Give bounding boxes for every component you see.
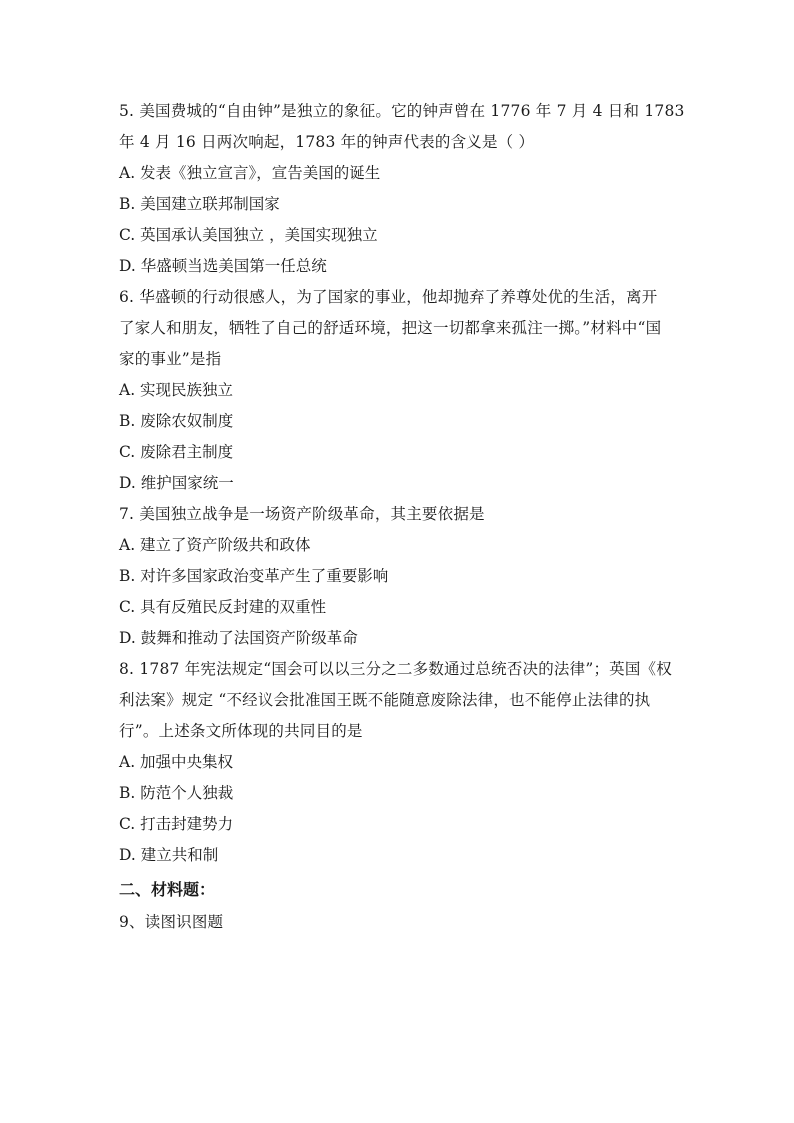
question-6-option-d: D. 维护国家统一 xyxy=(119,474,234,492)
question-7-stem-line-1: 7. 美国独立战争是一场资产阶级革命，其主要依据是 xyxy=(119,505,485,523)
question-5-option-a: A. 发表《独立宣言》，宣告美国的诞生 xyxy=(119,164,381,182)
question-5-option-b: B. 美国建立联邦制国家 xyxy=(119,195,280,213)
question-8-option-a: A. 加强中央集权 xyxy=(119,753,234,771)
question-6-option-b: B. 废除农奴制度 xyxy=(119,412,234,430)
question-8-option-b: B. 防范个人独裁 xyxy=(119,784,234,802)
question-8-stem-line-1: 8. 1787 年宪法规定“国会可以以三分之二多数通过总统否决的法律”；英国《权 xyxy=(119,660,672,678)
question-7-option-d: D. 鼓舞和推动了法国资产阶级革命 xyxy=(119,629,358,647)
question-7-option-c: C. 具有反殖民反封建的双重性 xyxy=(119,598,327,616)
question-6-option-a: A. 实现民族独立 xyxy=(119,381,234,399)
question-6-stem-line-3: 家的事业”是指 xyxy=(119,350,222,368)
section-2-title: 二、材料题： xyxy=(119,880,216,899)
question-7 xyxy=(119,499,679,654)
question-5 xyxy=(119,96,685,282)
question-8-stem-line-2: 利法案》规定 “不经议会批准国王既不能随意废除法律，也不能停止法律的执 xyxy=(119,691,651,709)
question-8-option-d: D. 建立共和制 xyxy=(119,846,219,864)
question-6-stem-line-1: 6. 华盛顿的行动很感人，为了国家的事业，他却抛弃了养尊处优的生活，离开 xyxy=(119,288,658,306)
question-5-option-c: C. 英国承认美国独立 ，美国实现独立 xyxy=(119,226,378,244)
question-8-stem-line-3: 行”。上述条文所体现的共同目的是 xyxy=(119,722,363,740)
question-5-stem-line-2: 年 4 月 16 日两次响起，1783 年的钟声代表的含义是（ ） xyxy=(119,133,535,151)
question-5-option-d: D. 华盛顿当选美国第一任总统 xyxy=(119,257,327,275)
question-8-option-c: C. 打击封建势力 xyxy=(119,815,234,833)
question-6-stem-line-2: 了家人和朋友，牺牲了自己的舒适环境，把这一切都拿来孤注一掷。”材料中“国 xyxy=(119,319,662,337)
question-6-option-c: C. 废除君主制度 xyxy=(119,443,234,461)
question-7-option-a: A. 建立了资产阶级共和政体 xyxy=(119,536,311,554)
question-9-stem: 9、读图识图题 xyxy=(119,913,224,931)
question-7-option-b: B. 对许多国家政治变革产生了重要影响 xyxy=(119,567,389,585)
question-8 xyxy=(119,654,679,871)
question-6 xyxy=(119,282,679,499)
document-page xyxy=(119,96,685,938)
question-5-stem-line-1: 5. 美国费城的“自由钟”是独立的象征。它的钟声曾在 1776 年 7 月 4 日和 1783 xyxy=(119,102,685,120)
